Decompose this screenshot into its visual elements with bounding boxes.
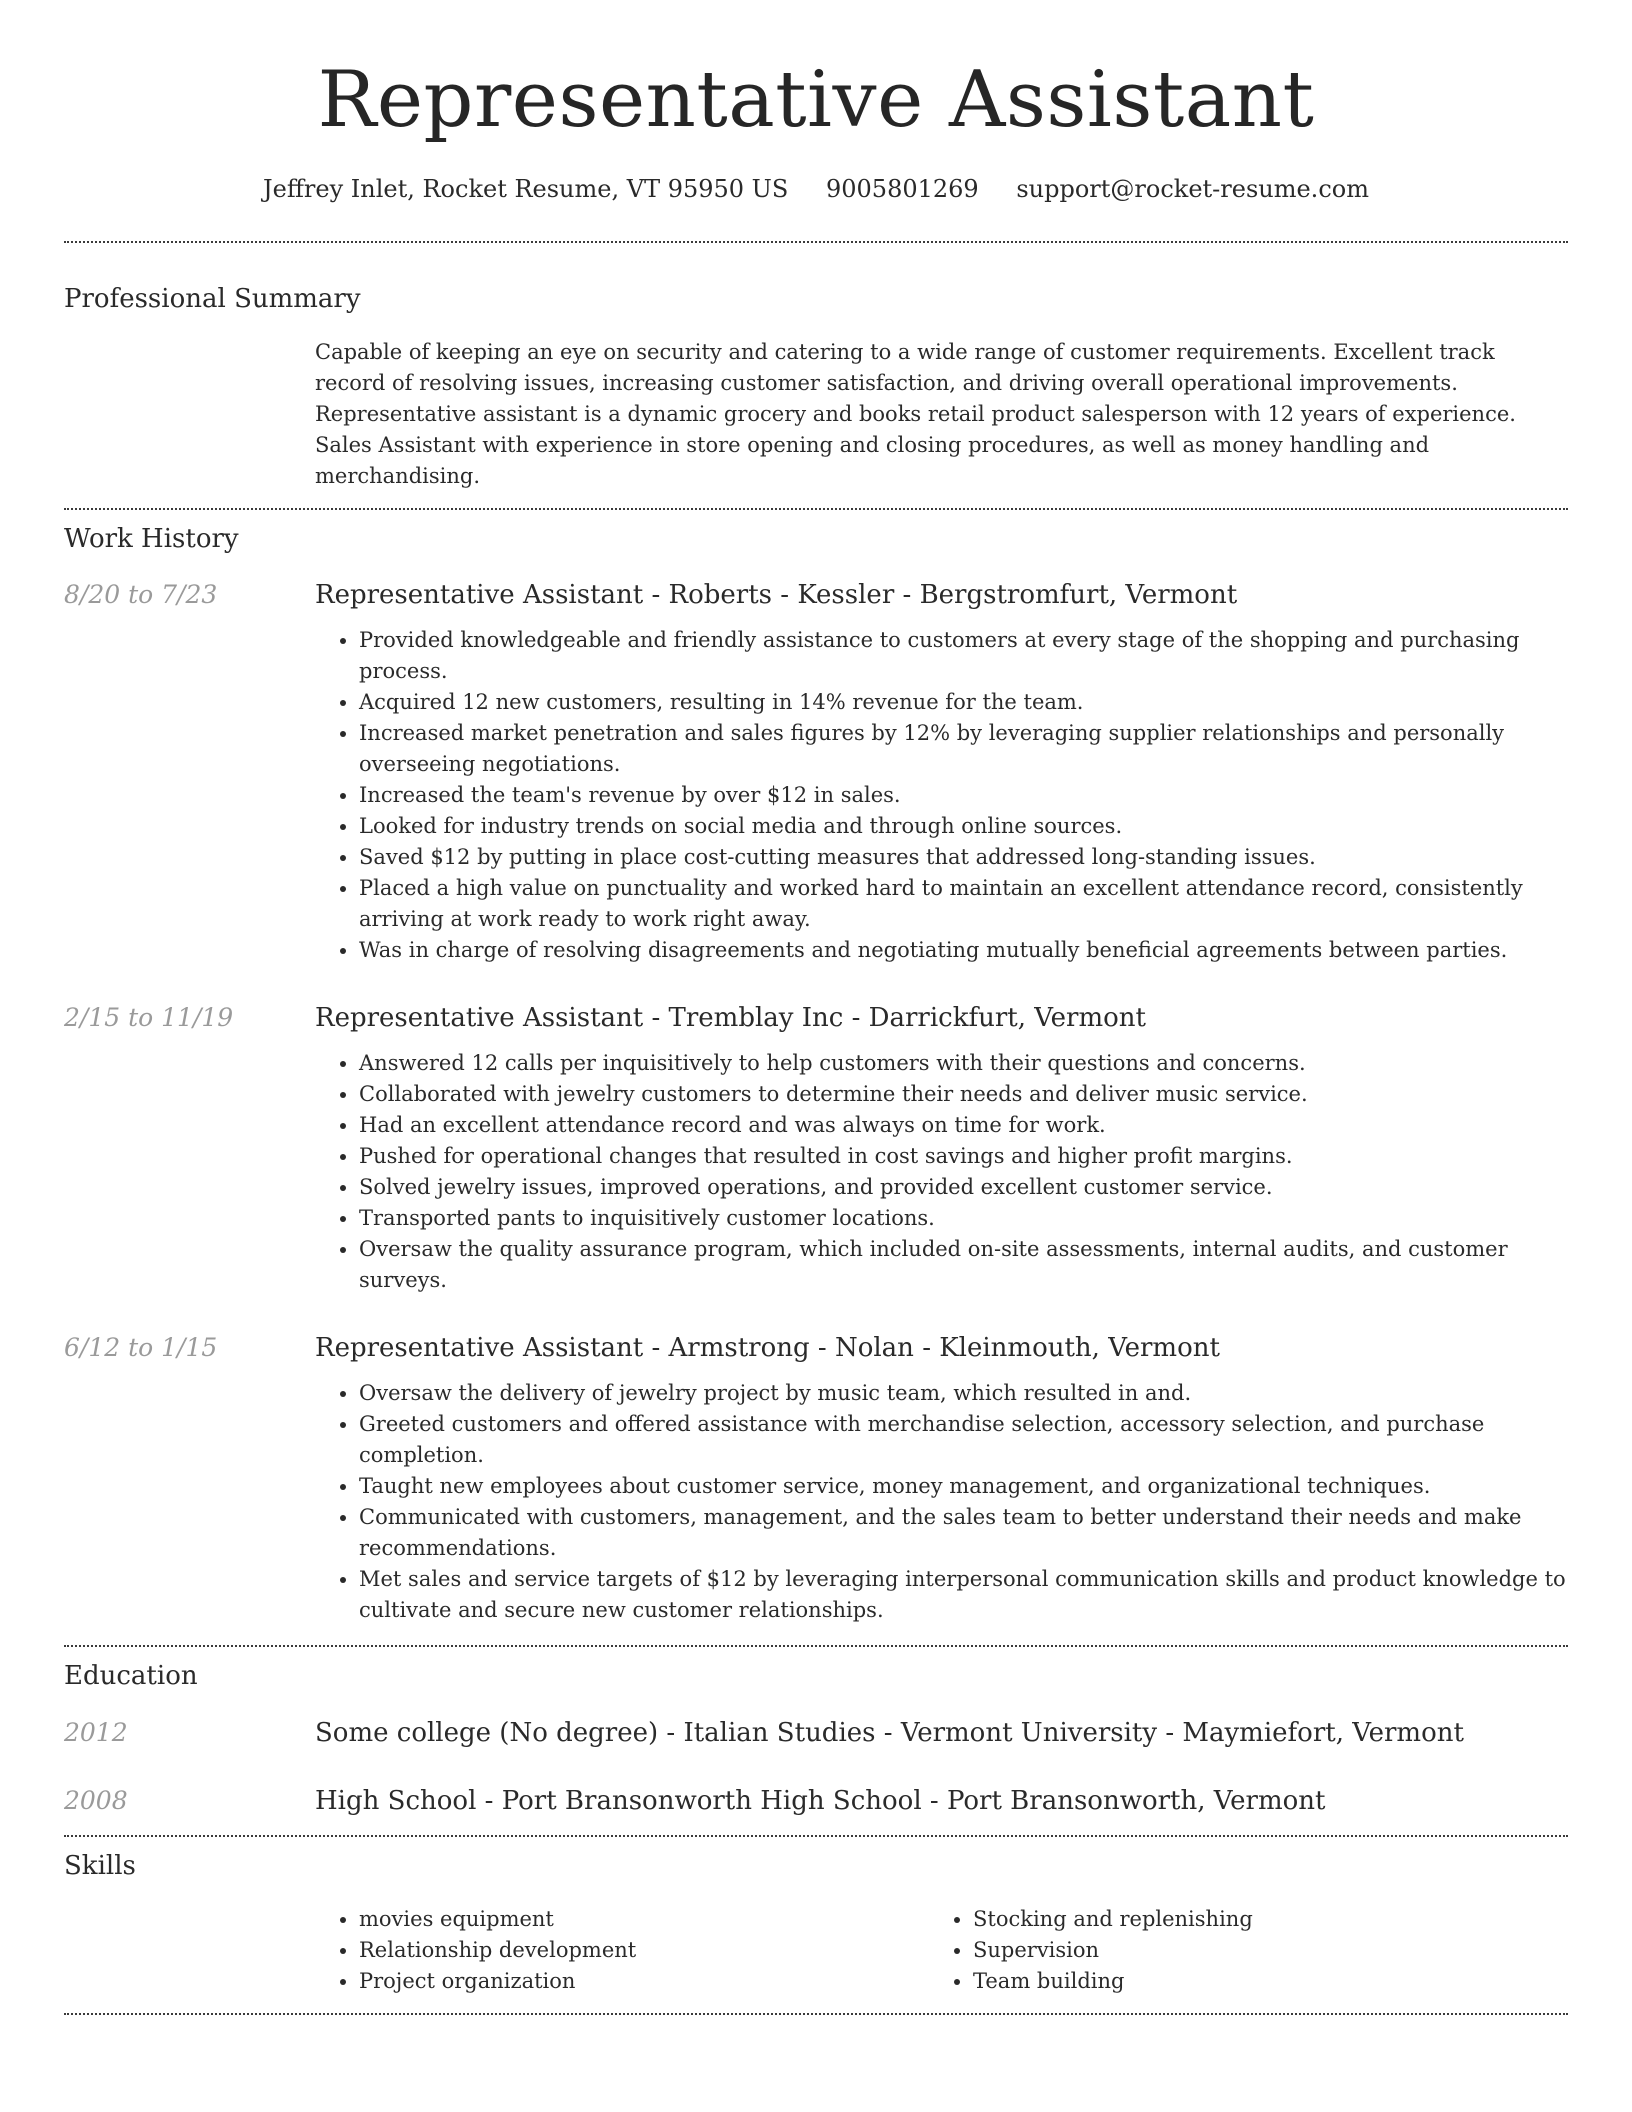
job-bullet: • Communicated with customers, management, and the sales team to better understand their needs and make recommendations. [359,1502,1568,1564]
job-bullet: • Solved jewelry issues, improved operations, and provided excellent customer service. [359,1172,1568,1203]
summary-text: Capable of keeping an eye on security and catering to a wide range of customer requirements. Excellent track record of resolving issues, increasing customer satisfaction, and driving overall operational improvements. Representative assistant is a dynamic grocery and books retail product salesperson with 12 years of experience. Sales Assistant with experience in store opening and closing procedures, as well as money handling and merchandising. [315,340,1516,488]
contact-email: support@rocket-resume.com [1016,175,1369,203]
job-details [315,579,1568,966]
education-details [315,1785,1568,1817]
job-bullet: • Taught new employees about customer service, money management, and organizational techniques. [359,1471,1568,1502]
job-bullet: • Transported pants to inquisitively customer locations. [359,1203,1568,1234]
job-title: Representative Assistant - Roberts - Kessler - Bergstromfurt, Vermont [315,580,1238,610]
education-year: 2012 [64,1718,128,1747]
section-title-skills: Skills [64,1851,136,1881]
skill-item: • Supervision [973,1935,1568,1966]
job-details [315,1002,1568,1296]
job-bullet: • Oversaw the delivery of jewelry project by music team, which resulted in and. [359,1378,1568,1409]
skills-row [64,1904,1568,1997]
candidate-name: Representative Assistant [317,55,1315,145]
section-title-education: Education [64,1661,198,1691]
job-bullets [315,1048,1568,1296]
job-bullet: • Increased market penetration and sales figures by 12% by leveraging supplier relationships and personally overseeing negotiations. [359,718,1568,780]
education-details [315,1717,1568,1749]
skills-column-1 [315,1904,929,1997]
job-entry [64,1002,1568,1296]
skill-item: • Stocking and replenishing [973,1904,1568,1935]
job-bullet: • Acquired 12 new customers, resulting in 14% revenue for the team. [359,687,1568,718]
job-bullet: • Was in charge of resolving disagreements and negotiating mutually beneficial agreements between parties. [359,935,1568,966]
summary-row [64,337,1568,492]
job-bullet: • Saved $12 by putting in place cost-cutting measures that addressed long-standing issues. [359,842,1568,873]
job-bullet: • Collaborated with jewelry customers to determine their needs and deliver music service. [359,1079,1568,1110]
divider [64,241,1568,243]
skill-item: • movies equipment [359,1904,929,1935]
job-entry [64,579,1568,966]
job-bullet: • Provided knowledgeable and friendly assistance to customers at every stage of the shopping and purchasing process. [359,625,1568,687]
job-title: Representative Assistant - Tremblay Inc - Darrickfurt, Vermont [315,1003,1146,1033]
job-bullet: • Looked for industry trends on social media and through online sources. [359,811,1568,842]
divider [64,2013,1568,2015]
contact-line [64,172,1568,206]
skills-body [315,1904,1568,1997]
section-title-summary: Professional Summary [64,284,361,314]
job-bullet: • Answered 12 calls per inquisitively to help customers with their questions and concerns. [359,1048,1568,1079]
education-entry [64,1785,1568,1817]
section-title-work-history: Work History [64,524,239,554]
job-bullet: • Increased the team's revenue by over $12 in sales. [359,780,1568,811]
job-dates: 8/20 to 7/23 [64,580,218,609]
job-bullet: • Placed a high value on punctuality and worked hard to maintain an excellent attendance record, consistently arriving at work ready to work right away. [359,873,1568,935]
education-line: High School - Port Bransonworth High School - Port Bransonworth, Vermont [315,1786,1326,1816]
job-bullet: • Had an excellent attendance record and was always on time for work. [359,1110,1568,1141]
summary-body [315,337,1568,492]
job-bullet: • Greeted customers and offered assistance with merchandise selection, accessory selection, and purchase completion. [359,1409,1568,1471]
contact-phone: 9005801269 [826,175,979,203]
divider [64,508,1568,510]
skill-item: • Project organization [359,1966,929,1997]
divider [64,1645,1568,1647]
job-bullets [315,625,1568,966]
education-year: 2008 [64,1786,128,1815]
skill-item: • Relationship development [359,1935,929,1966]
divider [64,1835,1568,1837]
job-bullet: • Met sales and service targets of $12 by leveraging interpersonal communication skills and product knowledge to cultivate and secure new customer relationships. [359,1564,1568,1626]
job-details [315,1332,1568,1626]
job-bullets [315,1378,1568,1626]
job-bullet: • Oversaw the quality assurance program, which included on-site assessments, internal audits, and customer surveys. [359,1234,1568,1296]
job-dates: 6/12 to 1/15 [64,1333,218,1362]
contact-address: Jeffrey Inlet, Rocket Resume, VT 95950 US [263,175,789,203]
skill-item: • Team building [973,1966,1568,1997]
education-entry [64,1717,1568,1749]
education-line: Some college (No degree) - Italian Studies - Vermont University - Maymiefort, Vermont [315,1718,1464,1748]
job-dates: 2/15 to 11/19 [64,1003,234,1032]
job-title: Representative Assistant - Armstrong - Nolan - Kleinmouth, Vermont [315,1333,1220,1363]
skills-column-2 [929,1904,1568,1997]
job-bullet: • Pushed for operational changes that resulted in cost savings and higher profit margins. [359,1141,1568,1172]
job-entry [64,1332,1568,1626]
skills-grid [315,1904,1568,1997]
